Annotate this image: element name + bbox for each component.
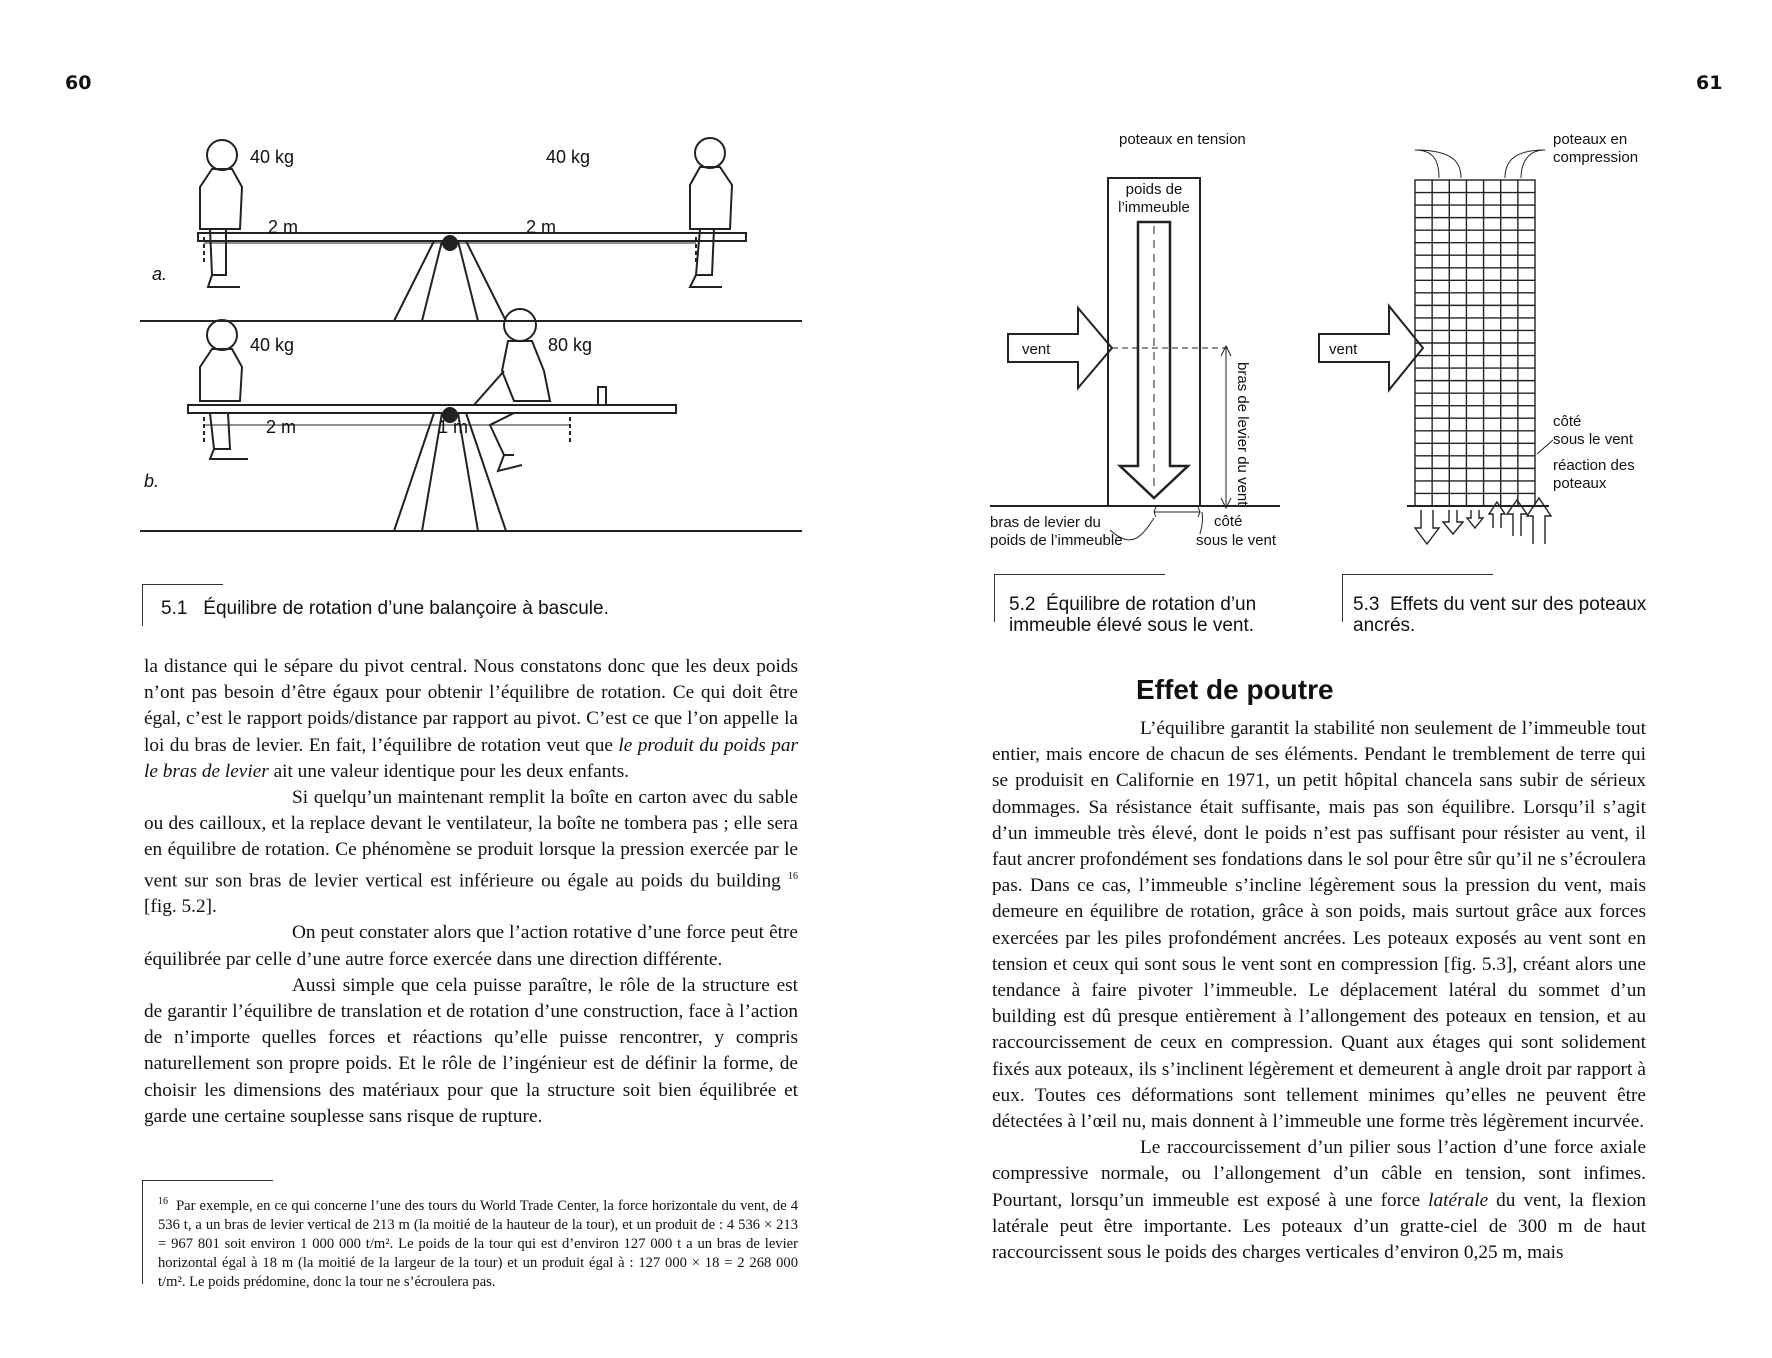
weight-arm-label-1: bras de levier du bbox=[990, 514, 1101, 531]
left-body-text bbox=[144, 654, 798, 1130]
seesaw-b-left-distance: 2 m bbox=[266, 417, 297, 437]
caption-number: 5.3 bbox=[1353, 594, 1380, 615]
building-weight-label-1: poids de bbox=[1125, 181, 1183, 198]
footnote-text: Par exemple, en ce qui concerne l’une des tours du World Trade Center, la force horizontale du vent, de 4 536 t, a un bras de levier vertical de 213 m (la moitié de la hauteur de la tour), et un produit de : 4 536 × 213 = 967 801 soit environ 1 000 000 t/m². Le poids de la tour qui est d’environ 127 000 t a un bras de levier horizontal égal à 18 m (la moitié de la largeur de la tour) et un produit égal à : 127 000 × 18 = 2 268 000 t/m². Le poids prédomine, donc la tour ne s’écroulera pas. bbox=[158, 1197, 799, 1290]
right-body-text bbox=[992, 716, 1646, 1266]
seesaw-a-right-weight: 40 kg bbox=[546, 147, 591, 167]
seesaw-a-left-distance: 2 m bbox=[268, 217, 299, 237]
building-weight-label-2: l’immeuble bbox=[1118, 199, 1190, 216]
weight-arm-label-2: poids de l’immeuble bbox=[990, 532, 1123, 549]
caption-5-3 bbox=[1342, 574, 1673, 636]
figure-5-2 bbox=[990, 140, 1330, 565]
page-number-left: 60 bbox=[65, 72, 92, 94]
caption-text-1: Équilibre de rotation d’un bbox=[1045, 594, 1257, 615]
figure-5-1 bbox=[130, 125, 820, 570]
page-number-right: 61 bbox=[1696, 72, 1723, 94]
seesaw-b-right-weight: 80 kg bbox=[548, 335, 593, 355]
building-wind-drawing bbox=[990, 140, 1330, 560]
leeward-label-2: sous le vent bbox=[1196, 532, 1277, 549]
paragraph: Aussi simple que cela puisse paraître, le rôle de la structure est de garantir l’équilibre de translation et de rotation d’une construction, face à l’action de n’importe quelles forces et réactions qu’elle puisse rencontrer, y compris naturellement son propre poids. Et le rôle de l’ingénieur est de définir la forme, de choisir les dimensions des matériaux pour que la structure soit bien équilibrée et garde une certaine souplesse sans risque de rupture. bbox=[144, 974, 798, 1127]
footnote bbox=[158, 1192, 798, 1292]
seesaw-a-label: a. bbox=[152, 264, 168, 284]
seesaw-a-right-distance: 2 m bbox=[526, 217, 557, 237]
paragraph: L’équilibre garantit la stabilité non seulement de l’immeuble tout entier, mais encore de chacun de ses éléments. Pendant le tremblement de terre qui se produisit en Californie en 1971, un petit hôpital chancela sans subir de sérieux dommages. Sa résistance était suffisante, mais pas son équilibre. Lorsqu’il s’agit d’un immeuble très élevé, dont le poids n’est pas suffisant pour résister au vent, il faut ancrer profondément ses fondations dans le sol pour être sûr qu’il ne s’écroulera pas. Dans ce cas, l’immeuble s’incline légèrement sous la pression du vent, mais demeure en équilibre de rotation, grâce à son poids, mais surtout grâce aux forces exercées par les piles profondément ancrées. Les poteaux exposés au vent sont en tension et ceux qui sont sous le vent sont en compression [fig. 5.3], créant alors une tendance à faire pivoter l’immeuble. Le déplacement latéral du sommet d’un building est dû presque entièrement à l’allongement des poteaux en tension, et au raccourcissement de ceux en compression. Quant aux étages qui sont solidement fixés aux poteaux, ils s’inclinent légèrement et demeurent à angle droit par rapport à eux. Toutes ces déformations sont tellement minimes qu’elles ne peuvent être détectées à l’œil nu, mais donnent à l’immeuble une forme très légèrement incurvée. bbox=[992, 718, 1646, 1133]
compression-columns-label-1: poteaux en bbox=[1553, 131, 1628, 148]
caption-5-2 bbox=[994, 574, 1295, 636]
seesaw-b-label: b. bbox=[144, 471, 160, 491]
footnote-rule bbox=[142, 1180, 143, 1284]
leeward-label-2: sous le vent bbox=[1553, 431, 1634, 448]
caption-text-1: Effets du vent sur des poteaux bbox=[1389, 594, 1647, 615]
wind-label: vent bbox=[1022, 341, 1051, 358]
caption-text: Équilibre de rotation d’une balançoire à bascule. bbox=[203, 598, 609, 619]
caption-number: 5.1 bbox=[161, 598, 188, 619]
caption-text-2: ancrés. bbox=[1353, 615, 1416, 636]
footnote-number: 16 bbox=[158, 1196, 168, 1207]
tension-columns-label: poteaux en tension bbox=[1119, 131, 1246, 148]
paragraph: Le raccourcissement d’un pilier sous l’action d’une force axiale compressive normale, ou l’allongement d’un câble en tension, sont infimes. Pourtant, lorsqu’un immeuble est exposé à une force latérale du vent, la flexion latérale peut être importante. Les poteaux d’un gratte-ciel de 300 m de haut raccourcissent sous le poids des charges verticales d’environ 0,25 m, mais bbox=[992, 1137, 1647, 1264]
caption-5-1 bbox=[142, 584, 823, 626]
caption-text-2: immeuble élevé sous le vent. bbox=[1009, 615, 1255, 636]
reaction-label-1: réaction des bbox=[1553, 457, 1635, 474]
seesaw-b-left-weight: 40 kg bbox=[250, 335, 295, 355]
footnote-ref: 16 bbox=[788, 870, 798, 882]
seesaw-drawing bbox=[130, 125, 820, 565]
caption-number: 5.2 bbox=[1009, 594, 1036, 615]
leeward-label-1: côté bbox=[1214, 513, 1243, 530]
section-heading: Effet de poutre bbox=[1136, 674, 1334, 705]
paragraph: la distance qui le sépare du pivot central. Nous constatons donc que les deux poids n’ont pas besoin d’être égaux pour obtenir l’équilibre de rotation. Ce qui doit être égal, c’est le rapport poids/distance par rapport au pivot. C’est ce que l’on appelle la loi du bras de levier. En fait, l’équilibre de rotation veut que le produit du poids par le bras de levier ait une valeur identique pour les deux enfants. bbox=[144, 656, 798, 782]
seesaw-b-right-distance: 1 m bbox=[438, 417, 469, 437]
reaction-label-2: poteaux bbox=[1553, 475, 1607, 492]
wind-arm-label: bras de levier du vent bbox=[1234, 362, 1251, 506]
paragraph: On peut constater alors que l’action rotative d’une force peut être équilibrée par celle d’une autre force exercée dans une direction différente. bbox=[144, 922, 798, 970]
wind-label: vent bbox=[1329, 341, 1358, 358]
paragraph: Si quelqu’un maintenant remplit la boîte en carton avec du sable ou des cailloux, et la replace devant le ventilateur, la boîte ne tombera pas ; elle sera en équilibre de rotation. Ce phénomène se produit lorsque la pression exercée par le vent sur son bras de levier vertical est inférieure ou égale au poids du building $^{16}$ [fig. 5.2]. bbox=[144, 787, 798, 918]
compression-columns-label-2: compression bbox=[1553, 149, 1639, 166]
seesaw-a-left-weight: 40 kg bbox=[250, 147, 295, 167]
leeward-label-1: côté bbox=[1553, 413, 1582, 430]
